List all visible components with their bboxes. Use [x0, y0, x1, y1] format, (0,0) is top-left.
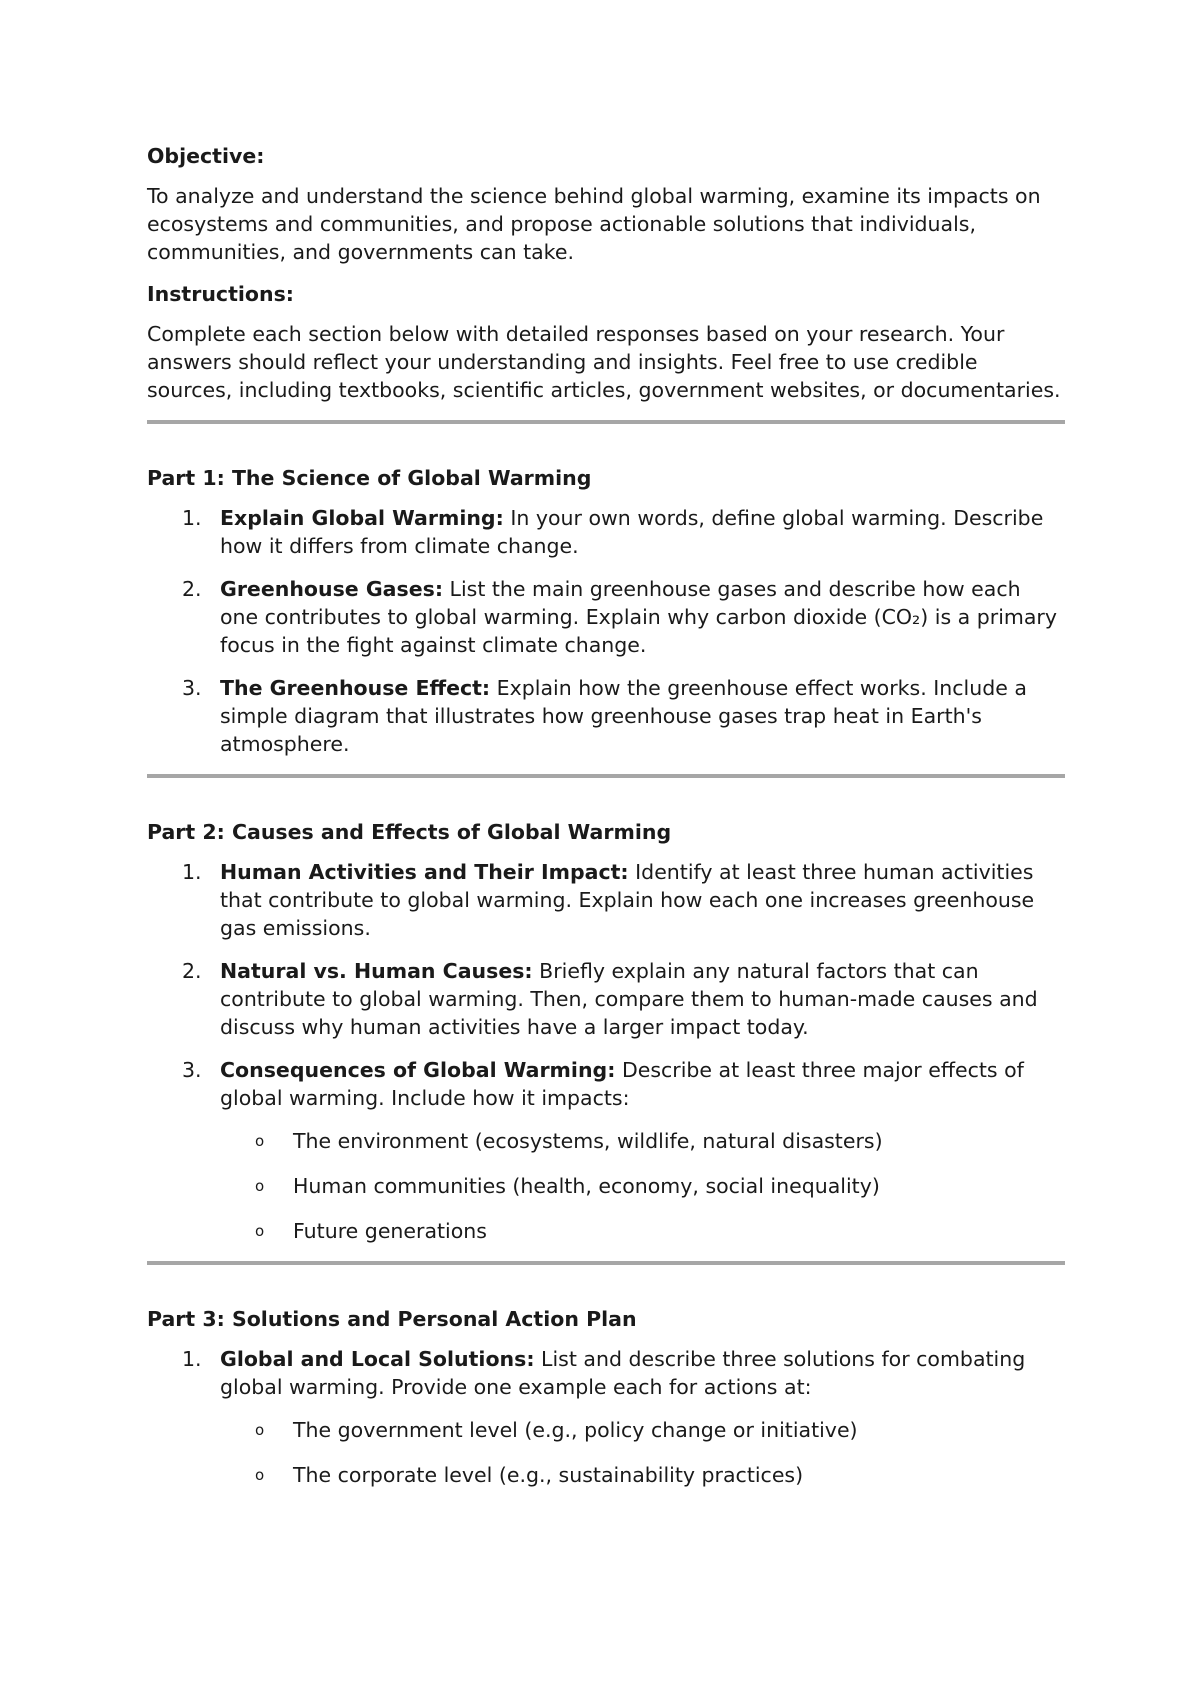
item-label: Explain Global Warming:: [220, 506, 504, 530]
list-item: [147, 575, 1065, 659]
sub-item-text: The government level (e.g., policy change or initiative): [293, 1418, 858, 1442]
item-number: 3.: [182, 676, 202, 700]
item-label: Natural vs. Human Causes:: [220, 959, 533, 983]
objective-heading: Objective:: [147, 144, 265, 168]
item-text: Explain how the greenhouse effect works. Include a simple diagram that illustrates how greenhouse gases trap heat in Earth's atmosphere.: [220, 676, 1027, 756]
bullet-icon: o: [255, 1177, 265, 1195]
part3-title: Part 3: Solutions and Personal Action Plan: [147, 1307, 637, 1331]
bullet-icon: o: [255, 1222, 265, 1240]
item-text: Identify at least three human activities that contribute to global warming. Explain how each one increases greenhouse gas emissions.: [220, 860, 1035, 940]
sub-list: [220, 1127, 1065, 1245]
instructions-text: Complete each section below with detailed responses based on your research. Your answers should reflect your understanding and insights. Feel free to use credible sources, including textbooks, scientific articles, government websites, or documentaries.: [147, 322, 1061, 402]
item-text: Describe at least three major effects of global warming. Include how it impacts:: [220, 1058, 1024, 1110]
item-text: Briefly explain any natural factors that can contribute to global warming. Then, compare them to human-made causes and discuss why human activities have a larger impact today.: [220, 959, 1038, 1039]
item-text: In your own words, define global warming. Describe how it differs from climate change.: [220, 506, 1044, 558]
sub-item-text: Future generations: [293, 1219, 487, 1243]
sub-item-text: The corporate level (e.g., sustainability practices): [293, 1463, 804, 1487]
part1-list: [147, 504, 1065, 758]
list-item: [147, 504, 1065, 560]
item-number: 2.: [182, 959, 202, 983]
item-number: 1.: [182, 1347, 202, 1371]
document-page: [147, 142, 1065, 1504]
item-text: List and describe three solutions for combating global warming. Provide one example each for actions at:: [220, 1347, 1026, 1399]
bullet-icon: o: [255, 1466, 265, 1484]
sub-item-text: Human communities (health, economy, social inequality): [293, 1174, 880, 1198]
instructions-heading: Instructions:: [147, 282, 294, 306]
bullet-icon: o: [255, 1421, 265, 1439]
part3-list: [147, 1345, 1065, 1489]
part1-title: Part 1: The Science of Global Warming: [147, 466, 592, 490]
part2-title: Part 2: Causes and Effects of Global Warming: [147, 820, 672, 844]
sub-list-item: [220, 1217, 1065, 1245]
item-number: 1.: [182, 860, 202, 884]
item-label: Global and Local Solutions:: [220, 1347, 535, 1371]
item-text: List the main greenhouse gases and describe how each one contributes to global warming. Explain why carbon dioxide (CO₂) is a primary focus in the fight against climate change.: [220, 577, 1057, 657]
objective-text: To analyze and understand the science behind global warming, examine its impacts on ecosystems and communities, and propose actionable solutions that individuals, communities, and governments can take.: [147, 184, 1041, 264]
list-item: [147, 674, 1065, 758]
item-label: Greenhouse Gases:: [220, 577, 444, 601]
sub-list-item: [220, 1172, 1065, 1200]
item-number: 3.: [182, 1058, 202, 1082]
sub-list-item: [220, 1127, 1065, 1155]
bullet-icon: o: [255, 1132, 265, 1150]
sub-list-item: [220, 1461, 1065, 1489]
item-number: 2.: [182, 577, 202, 601]
item-label: Human Activities and Their Impact:: [220, 860, 629, 884]
divider: [147, 774, 1065, 778]
item-label: Consequences of Global Warming:: [220, 1058, 616, 1082]
item-number: 1.: [182, 506, 202, 530]
list-item: [147, 957, 1065, 1041]
part2-list: [147, 858, 1065, 1245]
sub-list: [220, 1416, 1065, 1489]
sub-list-item: [220, 1416, 1065, 1444]
list-item: [147, 858, 1065, 942]
list-item: [147, 1056, 1065, 1245]
item-label: The Greenhouse Effect:: [220, 676, 491, 700]
divider: [147, 420, 1065, 424]
list-item: [147, 1345, 1065, 1489]
sub-item-text: The environment (ecosystems, wildlife, natural disasters): [293, 1129, 883, 1153]
divider: [147, 1261, 1065, 1265]
